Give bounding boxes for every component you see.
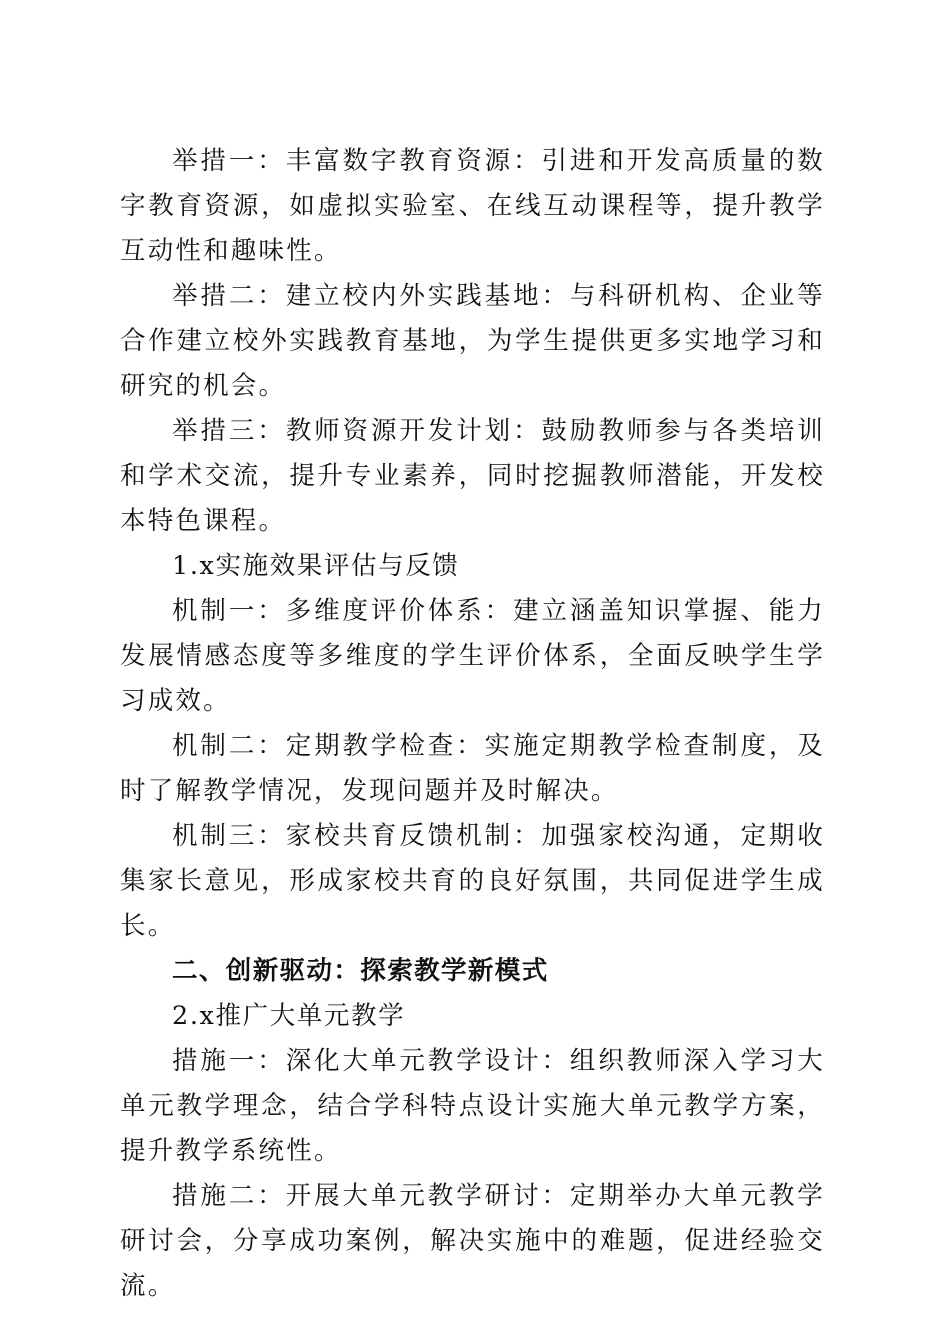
paragraph-step-1: 措施一：深化大单元教学设计：组织教师深入学习大单元教学理念，结合学科特点设计实施大单元教学方案，提升教学系统性。 — [120, 1046, 825, 1166]
section-heading-two: 二、创新驱动：探索教学新模式 — [172, 956, 549, 986]
section-subheading-2x: 2.x推广大单元教学 — [172, 1001, 406, 1031]
paragraph-step-2: 措施二：开展大单元教学研讨：定期举办大单元教学研讨会，分享成功案例，解决实施中的难题，促进经验交流。 — [120, 1181, 825, 1301]
section-subheading-1x: 1.x实施效果评估与反馈 — [172, 551, 460, 581]
paragraph-mechanism-1: 机制一：多维度评价体系：建立涵盖知识掌握、能力发展情感态度等多维度的学生评价体系，全面反映学生学习成效。 — [120, 596, 825, 716]
paragraph-mechanism-2: 机制二：定期教学检查：实施定期教学检查制度，及时了解教学情况，发现问题并及时解决。 — [120, 731, 825, 806]
paragraph-measure-1: 举措一：丰富数字教育资源：引进和开发高质量的数字教育资源，如虚拟实验室、在线互动课程等，提升教学互动性和趣味性。 — [120, 146, 825, 266]
paragraph-mechanism-3: 机制三：家校共育反馈机制：加强家校沟通，定期收集家长意见，形成家校共育的良好氛围，共同促进学生成长。 — [120, 821, 825, 941]
paragraph-measure-2: 举措二：建立校内外实践基地：与科研机构、企业等合作建立校外实践教育基地，为学生提供更多实地学习和研究的机会。 — [120, 281, 825, 401]
document-page — [120, 139, 825, 1309]
paragraph-measure-3: 举措三：教师资源开发计划：鼓励教师参与各类培训和学术交流，提升专业素养，同时挖掘教师潜能，开发校本特色课程。 — [120, 416, 825, 536]
